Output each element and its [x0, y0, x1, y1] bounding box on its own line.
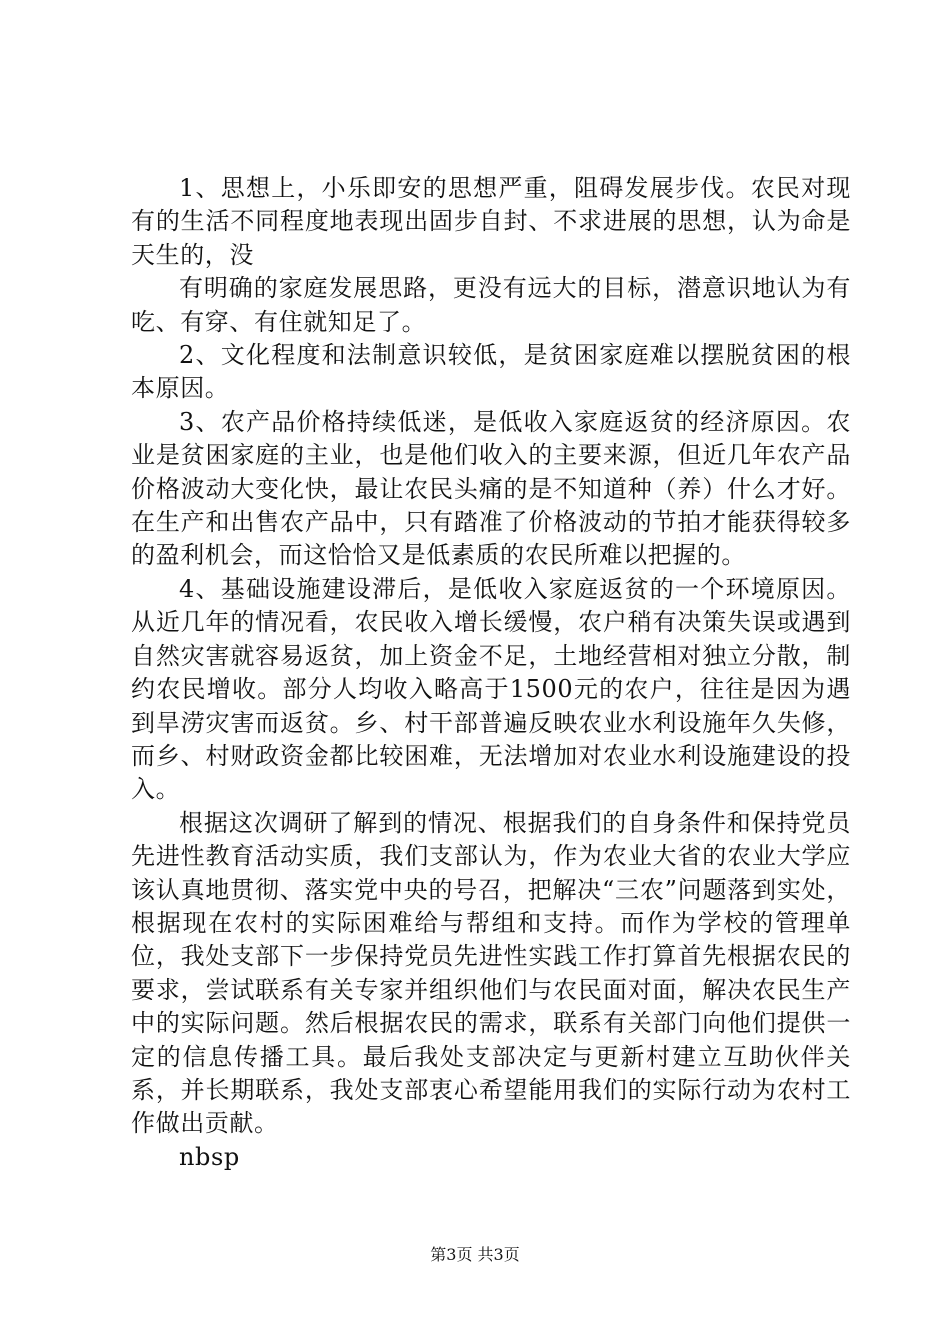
paragraph-5: 4、基础设施建设滞后，是低收入家庭返贫的一个环境原因。从近几年的情况看，农民收入增长缓慢，农户稍有决策失误或遇到自然灾害就容易返贫，加上资金不足，土地经营相对独立分散，制约农民增收。部分人均收入略高于1500元的农户，往往是因为遇到旱涝灾害而返贫。乡、村干部普遍反映农业水利设施年久失修，而乡、村财政资金都比较困难，无法增加对农业水利设施建设的投入。 [131, 574, 851, 804]
page-footer: 第3页 共3页 [430, 1245, 520, 1264]
paragraph-4: 3、农产品价格持续低迷，是低收入家庭返贫的经济原因。农业是贫困家庭的主业，也是他们收入的主要来源，但近几年农产品价格波动大变化快，最让农民头痛的是不知道种（养）什么才好。在生产和出售农产品中，只有踏准了价格波动的节拍才能获得较多的盈利机会，而这恰恰又是低素质的农民所难以把握的。 [131, 407, 851, 570]
paragraph-6: 根据这次调研了解到的情况、根据我们的自身条件和保持党员先进性教育活动实质，我们支部认为，作为农业大省的农业大学应该认真地贯彻、落实党中央的号召，把解决“三农”问题落到实处，根据现在农村的实际困难给与帮组和支持。而作为学校的管理单位，我处支部下一步保持党员先进性实践工作打算首先根据农民的要求，尝试联系有关专家并组织他们与农民面对面，解决农民生产中的实际问题。然后根据农民的需求，联系有关部门向他们提供一定的信息传播工具。最后我处支部决定与更新村建立互助伙伴关系，并长期联系，我处支部衷心希望能用我们的实际行动为农村工作做出贡献。 [131, 808, 851, 1138]
document-body [131, 172, 851, 1174]
paragraph-2: 有明确的家庭发展思路，更没有远大的目标，潜意识地认为有吃、有穿、有住就知足了。 [131, 274, 851, 336]
paragraph-1: 1、思想上，小乐即安的思想严重，阻碍发展步伐。农民对现有的生活不同程度地表现出固步自封、不求进展的思想，认为命是天生的，没 [131, 174, 851, 269]
paragraph-3: 2、文化程度和法制意识较低，是贫困家庭难以摆脱贫困的根本原因。 [131, 341, 851, 403]
paragraph-7: nbsp [179, 1142, 240, 1171]
